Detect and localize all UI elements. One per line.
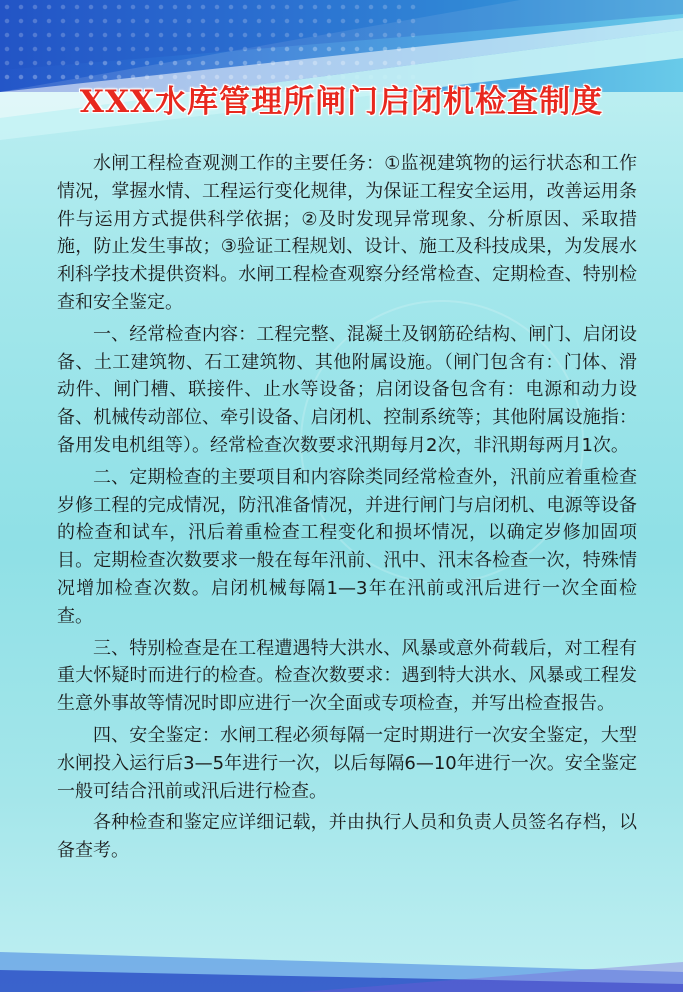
paragraph-safety-appraisal: 四、安全鉴定：水闸工程必须每隔一定时期进行一次安全鉴定，大型水闸投入运行后3—5年进行一次，以后每隔6—10年进行一次。安全鉴定一般可结合汛前或汛后进行检查。 — [57, 724, 637, 802]
paragraph-intro: 水闸工程检查观测工作的主要任务：①监视建筑物的运行状态和工作情况，掌握水情、工程运行变化规律，为保证工程安全运用，改善运用条件与运用方式提供科学依据；②及时发现异常现象、分析原因、采取措施，防止发生事故；③验证工程规划、设计、施工及科技成果，为发展水利科学技术提供资料。水闸工程检查观察分经常检查、定期检查、特别检查和安全鉴定。 — [57, 153, 637, 313]
paragraph-special-inspection: 三、特别检查是在工程遭遇特大洪水、风暴或意外荷载后，对工程有重大怀疑时而进行的检查。检查次数要求：遇到特大洪水、风暴或工程发生意外事故等情况时即应进行一次全面或专项检查，并写出检查报告。 — [57, 637, 637, 715]
bottom-decorative-stripes — [0, 932, 683, 992]
page-title: XXX水库管理所闸门启闭机检查制度 — [79, 84, 604, 120]
paragraph-periodic-inspection: 二、定期检查的主要项目和内容除类同经常检查外，汛前应着重检查岁修工程的完成情况，防汛准备情况，并进行闸门与启闭机、电源等设备的检查和试车，汛后着重检查工程变化和损坏情况，以确定岁修加固项目。定期检查次数要求一般在每年汛前、汛中、汛末各检查一次，特殊情况增加检查次数。启闭机械每隔1—3年在汛前或汛后进行一次全面检查。 — [57, 466, 637, 627]
paragraph-records: 各种检查和鉴定应详细记载，并由执行人员和负责人员签名存档，以备查考。 — [57, 812, 637, 862]
paragraph-regular-inspection: 一、经常检查内容：工程完整、混凝土及钢筋砼结构、闸门、启闭设备、土工建筑物、石工建筑物、其他附属设施。（闸门包含有：门体、滑动件、闸门槽、联接件、止水等设备；启闭设备包含有：电源和动力设备、机械传动部位、牵引设备、启闭机、控制系统等；其他附属设施指：备用发电机组等）。经常检查次数要求汛期每月2次，非汛期每两月1次。 — [57, 323, 637, 456]
regulation-text — [57, 150, 637, 869]
